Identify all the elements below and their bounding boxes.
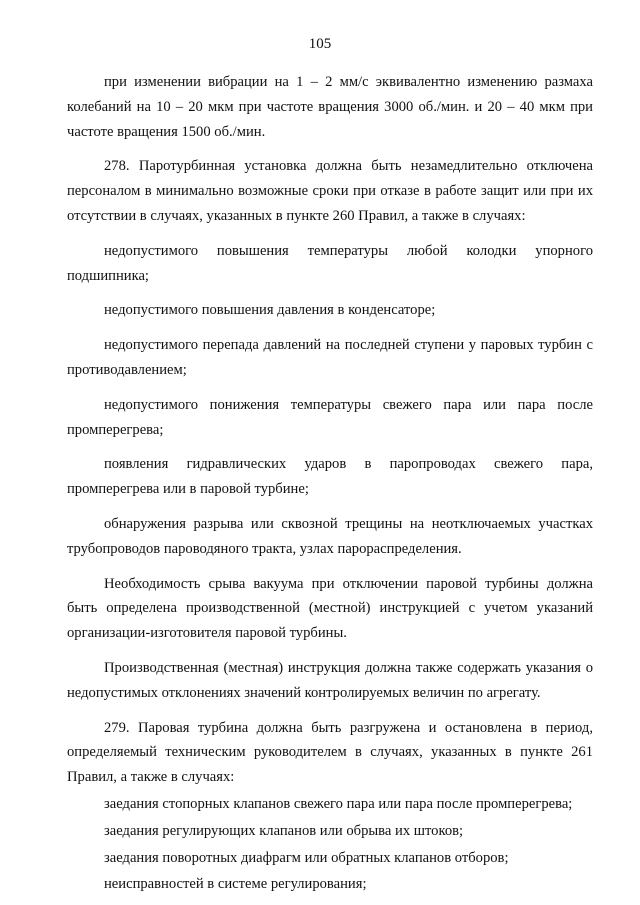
list-item-regulation: неисправностей в системе регулирования;	[104, 876, 367, 893]
document-body	[67, 70, 593, 897]
paragraph-279: 279. Паровая турбина должна быть разгружена и остановлена в период, определяемый техническим руководителем в случаях, указанных в пункте 261 Правил, а также в случаях:	[67, 719, 593, 786]
list-item-bearing: недопустимого повышения температуры любой колодки упорного подшипника;	[67, 242, 593, 284]
paragraph-278: 278. Паротурбинная установка должна быть незамедлительно отключена персоналом в минимально возможные сроки при отказе в работе защит или при их отсутствии в случаях, указанных в пункте 260 Правил, а также в случаях:	[67, 158, 593, 224]
list-item-stop-valves: заедания стопорных клапанов свежего пара или пара после промперегрева;	[104, 795, 573, 812]
list-item-diaphragms: заедания поворотных диафрагм или обратных клапанов отборов;	[104, 849, 509, 866]
list-item-temperature: недопустимого понижения температуры свежего пара или пара после промперегрева;	[67, 396, 593, 438]
list-item-condenser: недопустимого повышения давления в конденсаторе;	[104, 302, 436, 319]
paragraph-instruction: Производственная (местная) инструкция должна также содержать указания о недопустимых отклонениях значений контролируемых величин по агрегату.	[67, 659, 593, 701]
page-number: 105	[308, 36, 332, 52]
paragraph-vacuum: Необходимость срыва вакуума при отключении паровой турбины должна быть определена производственной (местной) инструкцией с учетом указаний организации-изготовителя паровой турбины.	[67, 575, 593, 642]
list-item-hydraulic-shocks: появления гидравлических ударов в паропроводах свежего пара, промперегрева или в паровой турбине;	[67, 456, 593, 498]
list-item-rupture: обнаружения разрыва или сквозной трещины на неотключаемых участках трубопроводов пароводяного тракта, узлах парораспределения.	[67, 515, 593, 557]
list-item-control-valves: заедания регулирующих клапанов или обрыва их штоков;	[104, 822, 464, 839]
list-item-pressure-drop: недопустимого перепада давлений на последней ступени у паровых турбин с противодавлением;	[67, 337, 593, 378]
paragraph-vibration: при изменении вибрации на 1 – 2 мм/с эквивалентно изменению размаха колебаний на 10 – 20 мкм при частоте вращения 3000 об./мин. и 20 – 40 мкм при частоте вращения 1500 об./мин.	[67, 74, 593, 140]
